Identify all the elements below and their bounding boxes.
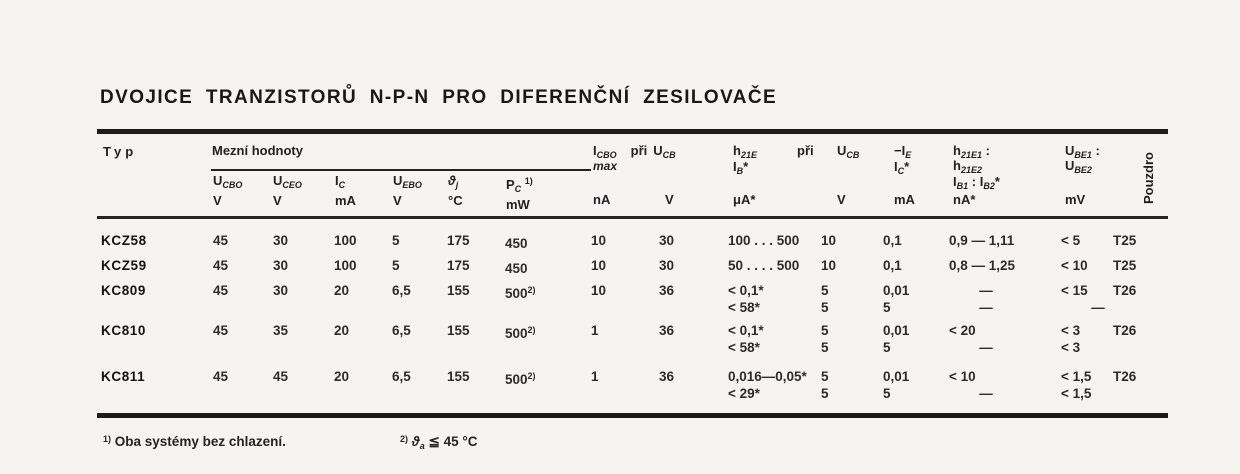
cell-ucb1: 36: [659, 283, 675, 298]
table-row-kc809: [97, 282, 1168, 321]
col-ucbo: $U_{CBO}$ V: [213, 173, 243, 208]
cell-h21e: 0,016—0,05* < 29*: [728, 369, 807, 401]
cell-uceo: 30: [273, 258, 289, 273]
cell-ucbo: 45: [213, 258, 229, 273]
col-icbo-max: max: [593, 159, 618, 173]
cell-ube: < 1,5 < 1,5: [1061, 369, 1092, 401]
cell-ucbo: 45: [213, 283, 229, 298]
cell-h21e: < 0,1* < 58*: [728, 323, 764, 355]
cell-uceo: 30: [273, 233, 289, 248]
cell-uceo: 45: [273, 369, 289, 384]
cell-ucb2: 10: [821, 233, 837, 248]
group-mezni-hodnoty: Mezní hodnoty: [212, 143, 303, 158]
cell-pc: 500$^{2)}$: [505, 325, 536, 341]
cell-ube: < 5: [1061, 233, 1081, 248]
cell-ie: 0,1: [883, 233, 902, 248]
data-table: [97, 129, 1168, 418]
col-h21e-ucb: $U_{CB}$: [837, 143, 860, 160]
group-underline: [211, 169, 591, 171]
page-title: DVOJICE TRANZISTORŮ N-P-N PRO DIFERENČNÍ ZESILOVAČE: [100, 87, 778, 108]
col-theta-j: $ϑ_j$ °C: [448, 173, 463, 208]
cell-ratio: — —: [979, 283, 993, 315]
cell-ie: 0,1: [883, 258, 902, 273]
cell-icbo: 10: [591, 283, 607, 298]
cell-theta: 175: [447, 258, 470, 273]
cell-ube: < 10: [1061, 258, 1088, 273]
cell-theta: 175: [447, 233, 470, 248]
unit-na-star: nA*: [953, 192, 976, 207]
cell-icbo: 10: [591, 258, 607, 273]
cell-ratio: < 20 —: [949, 323, 993, 355]
cell-theta: 155: [447, 323, 470, 338]
col-typ: Typ: [103, 144, 138, 159]
cell-ic: 20: [334, 283, 350, 298]
cell-ic: 20: [334, 323, 350, 338]
cell-pouzdro: T26: [1113, 323, 1137, 338]
cell-ie: 0,01 5: [883, 283, 910, 315]
cell-pc: 450: [505, 236, 528, 251]
cell-typ: KC810: [101, 323, 147, 338]
col-ib1-ib2: $I_{B1}$ : $I_{B2}*$: [953, 174, 1000, 191]
cell-h21e: 100 . . . 500: [728, 233, 800, 248]
col-h21e1: $h_{21E1}$ :: [953, 143, 990, 160]
cell-ucbo: 45: [213, 369, 229, 384]
cell-ic: 20: [334, 369, 350, 384]
cell-pouzdro: T26: [1113, 369, 1137, 384]
cell-pc: 450: [505, 261, 528, 276]
cell-pouzdro: T26: [1113, 283, 1137, 298]
cell-uebo: 6,5: [392, 323, 411, 338]
col-h21e-pri: při: [797, 143, 814, 158]
cell-h21e: < 0,1* < 58*: [728, 283, 764, 315]
cell-ucb2: 5 5: [821, 283, 829, 315]
cell-typ: KCZ58: [101, 233, 147, 248]
cell-pouzdro: T25: [1113, 233, 1137, 248]
cell-theta: 155: [447, 369, 470, 384]
cell-ratio: 0,8 — 1,25: [949, 258, 1016, 273]
cell-ratio: < 10 —: [949, 369, 993, 401]
cell-ucb1: 36: [659, 323, 675, 338]
cell-ucbo: 45: [213, 323, 229, 338]
cell-uebo: 5: [392, 258, 400, 273]
col-h21e2: $h_{21E2}$: [953, 158, 982, 175]
cell-ie: 0,01 5: [883, 369, 910, 401]
cell-ucb2: 5 5: [821, 369, 829, 401]
unit-ua: μA*: [733, 192, 756, 207]
footnote-1: $^{1)}$ Oba systémy bez chlazení.: [103, 434, 286, 449]
cell-theta: 155: [447, 283, 470, 298]
cell-ucbo: 45: [213, 233, 229, 248]
col-ic-star: $I_C*$: [894, 159, 910, 176]
col-ie: $-I_E$: [894, 143, 912, 160]
cell-icbo: 10: [591, 233, 607, 248]
table-row-kc811: [97, 368, 1168, 410]
cell-pc: 500$^{2)}$: [505, 371, 536, 387]
unit-mv: mV: [1065, 192, 1086, 207]
col-ube2: $U_{BE2}$: [1065, 158, 1092, 175]
cell-ucb1: 30: [659, 258, 675, 273]
col-h21e: $h_{21E}$: [733, 143, 757, 160]
cell-h21e: 50 . . . . 500: [728, 258, 800, 273]
cell-uebo: 5: [392, 233, 400, 248]
cell-ucb2: 5 5: [821, 323, 829, 355]
cell-typ: KCZ59: [101, 258, 147, 273]
cell-ic: 100: [334, 233, 357, 248]
col-pc: $P_C$ $^{1)}$ mW: [506, 176, 533, 212]
cell-ie: 0,01 5: [883, 323, 910, 355]
bottom-rule: [97, 413, 1168, 418]
cell-uceo: 35: [273, 323, 289, 338]
cell-pc: 500$^{2)}$: [505, 285, 536, 301]
col-ic: $I_C$ mA: [335, 173, 356, 208]
footnote-2: $^{2)}$ $ϑ_a$ ≦ 45 °C: [400, 434, 478, 451]
col-pouzdro: Pouzdro: [1141, 152, 1156, 204]
unit-na: nA: [593, 192, 611, 207]
cell-ube: < 3 < 3: [1061, 323, 1081, 355]
cell-icbo: 1: [591, 323, 599, 338]
cell-uebo: 6,5: [392, 283, 411, 298]
cell-ucb2: 10: [821, 258, 837, 273]
unit-v-2: V: [837, 192, 846, 207]
table-row-kcz58: [97, 232, 1168, 257]
cell-ic: 100: [334, 258, 357, 273]
cell-uceo: 30: [273, 283, 289, 298]
cell-pouzdro: T25: [1113, 258, 1137, 273]
table-row-kcz59: [97, 257, 1168, 282]
col-ube1: $U_{BE1}$ :: [1065, 143, 1100, 160]
col-uebo: $U_{EBO}$ V: [393, 173, 422, 208]
cell-ratio: 0,9 — 1,11: [949, 233, 1015, 248]
unit-ma: mA: [894, 192, 915, 207]
cell-ucb1: 36: [659, 369, 675, 384]
cell-typ: KC811: [101, 369, 146, 384]
cell-uebo: 6,5: [392, 369, 411, 384]
cell-icbo: 1: [591, 369, 599, 384]
table-header: [97, 129, 1168, 219]
col-icbo: $I_{CBO}$ při $U_{CB}$: [593, 143, 676, 160]
col-ib: $I_B*$: [733, 159, 749, 176]
unit-v-1: V: [665, 192, 674, 207]
cell-ucb1: 30: [659, 233, 675, 248]
table-body: [97, 219, 1168, 418]
table-row-kc810: [97, 322, 1168, 364]
col-uceo: $U_{CEO}$ V: [273, 173, 302, 208]
cell-ube: < 15 —: [1061, 283, 1105, 315]
cell-typ: KC809: [101, 283, 147, 298]
